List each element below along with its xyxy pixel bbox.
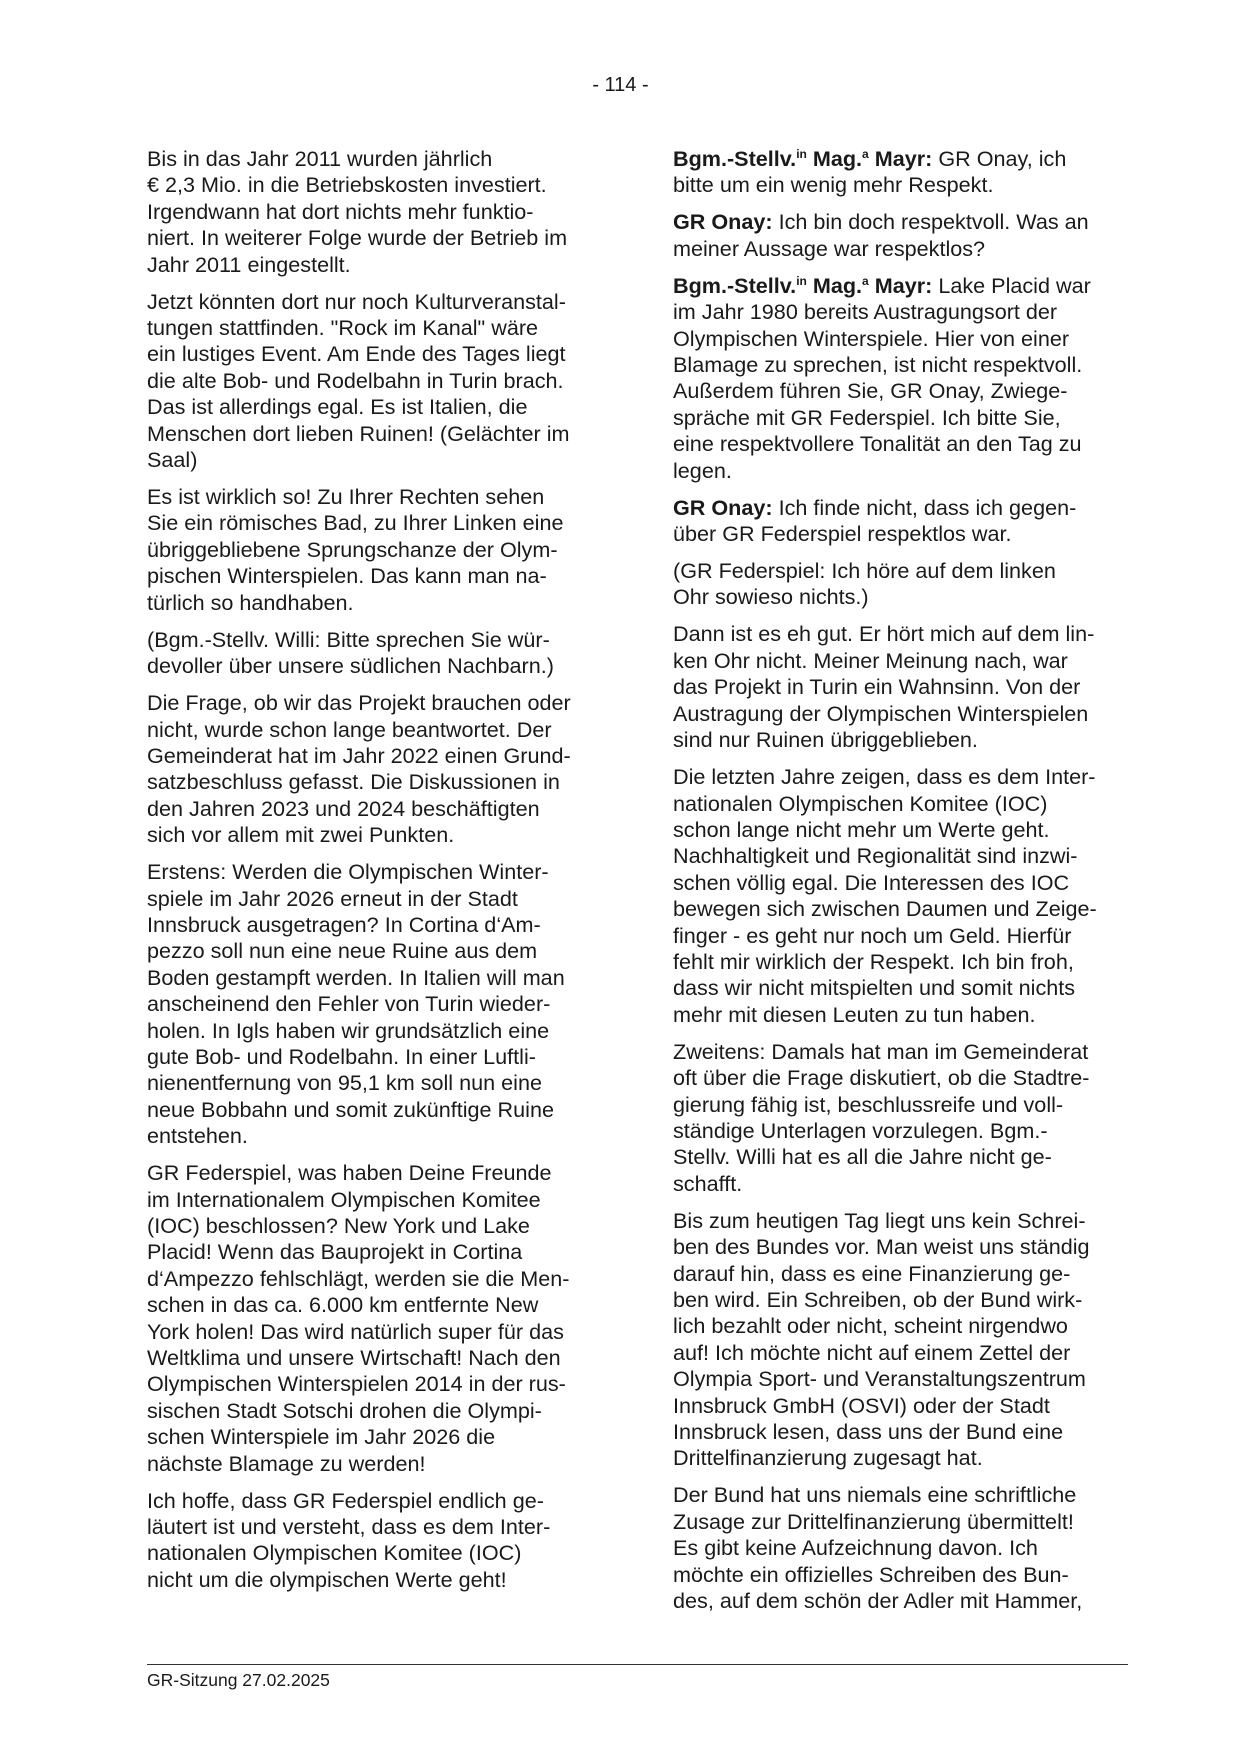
paragraph: Der Bund hat uns niemals eine schriftliche Zusage zur Drittelfinanzierung übermittelt! Es gibt keine Aufzeichnung davon. Ich möchte ein offizielles Schreiben des Bun- des, auf dem schön der Adler mit Hammer, — [673, 1482, 1083, 1614]
speaker-label: GR Onay: — [673, 209, 773, 235]
speaker-title-suffix: in — [796, 147, 807, 161]
paragraph: Bis zum heutigen Tag liegt uns kein Schrei- ben des Bundes vor. Man weist uns ständig darauf hin, dass es eine Finanzierung ge- ben wird. Ein Schreiben, ob der Bund wirk- lich bezahlt oder nicht, scheint nirgendwo auf! Ich möchte nicht auf einem Zettel der Olympia Sport- und Veranstaltungszentrum Innsbruck GmbH (OSVI) oder der Stadt Innsbruck lesen, dass uns der Bund eine Drittelfinanzierung zugesagt hat. — [673, 1207, 1090, 1471]
page-number: - 114 - — [592, 74, 649, 96]
speech-paragraph — [673, 209, 1124, 262]
speech-paragraph — [673, 495, 1124, 548]
speech-text: Ich bin doch respektvoll. Was an meiner Aussage war respektlos? — [673, 209, 1089, 261]
speech-text: GR Onay, ich bitte um ein wenig mehr Respekt. — [673, 146, 1067, 198]
speech-paragraph — [673, 146, 1124, 199]
paragraph: Es ist wirklich so! Zu Ihrer Rechten sehen Sie ein römisches Bad, zu Ihrer Linken eine übriggebliebene Sprungschanze der Olym- pischen Winterspielen. Das kann man na- türlich so handhaben. — [147, 484, 564, 615]
paragraph: Erstens: Werden die Olympischen Winter- spiele im Jahr 2026 erneut in der Stadt Innsbruck ausgetragen? In Cortina d‘Am- pezzo soll nun eine neue Ruine aus dem Boden gestampft werden. In Italien will man anscheinend den Fehler von Turin wieder- holen. In Igls haben wir grundsätzlich eine gute Bob- und Rodelbahn. In einer Luftli- nienentfernung von 95,1 km soll nun eine neue Bobbahn und somit zukünftige Ruine entstehen. — [147, 859, 565, 1149]
left-column — [147, 146, 598, 1604]
speech-text: Ich finde nicht, dass ich gegen- über GR Federspiel respektlos war. — [673, 494, 1077, 547]
speaker-degree: Mag. — [806, 272, 863, 298]
paragraph: Ich hoffe, dass GR Federspiel endlich ge- läutert ist und versteht, dass es dem Inter- nationalen Olympischen Komitee (IOC) nicht um die olympischen Werte geht! — [147, 1487, 551, 1592]
speaker-name: Mayr: — [868, 272, 933, 298]
right-column — [673, 146, 1124, 1625]
speech-paragraph — [673, 273, 1124, 484]
paragraph: Jetzt könnten dort nur noch Kulturveranstal- tungen stattfinden. "Rock im Kanal" wäre ein lustiges Event. Am Ende des Tages liegt die alte Bob- und Rodelbahn in Turin brach. Das ist allerdings egal. Es ist Italien, die Menschen dort lieben Ruinen! (Gelächter im Saal) — [147, 288, 570, 473]
paragraph: GR Federspiel, was haben Deine Freunde im Internationalem Olympischen Komitee (IOC) beschlossen? New York und Lake Placid! Wenn das Bauprojekt in Cortina d‘Ampezzo fehlschlägt, werden sie die Men- schen in das ca. 6.000 km entfernte New York holen! Das wird natürlich super für das Weltklima und unsere Wirtschaft! Nach den Olympischen Winterspielen 2014 in der rus- sischen Stadt Sotschi drohen die Olympi- schen Winterspiele im Jahr 2026 die nächste Blamage zu werden! — [147, 1160, 570, 1476]
paragraph: Bis in das Jahr 2011 wurden jährlich € 2,3 Mio. in die Betriebskosten investiert. Irgendwann hat dort nichts mehr funktio- niert. In weiterer Folge wurde der Betrieb im Jahr 2011 eingestellt. — [147, 146, 568, 277]
paragraph: Zweitens: Damals hat man im Gemeinderat oft über die Frage diskutiert, ob die Stadtre- gierung fähig ist, beschlussreife und voll- ständige Unterlagen vorzulegen. Bgm.- Stellv. Willi hat es all die Jahre nicht ge- schafft. — [673, 1038, 1090, 1196]
speaker-label — [673, 146, 932, 171]
speech-text: Lake Placid war im Jahr 1980 bereits Austragungsort der Olympischen Winterspiele. Hier von einer Blamage zu sprechen, ist nicht respektvoll. Außerdem führen Sie, GR Onay, Zwiege- spräche mit GR Federspiel. Ich bitte Sie, eine respektvollere Tonalität an den Tag zu legen. — [673, 272, 1091, 483]
paragraph: (Bgm.-Stellv. Willi: Bitte sprechen Sie wür- devoller über unsere südlichen Nachbarn.) — [147, 626, 554, 679]
speaker-title-suffix: in — [796, 273, 807, 288]
paragraph: Die Frage, ob wir das Projekt brauchen oder nicht, wurde schon lange beantwortet. Der Gemeinderat hat im Jahr 2022 einen Grund- satzbeschluss gefasst. Die Diskussionen in den Jahren 2023 und 2024 beschäftigten sich vor allem mit zwei Punkten. — [147, 690, 571, 848]
paragraph: (GR Federspiel: Ich höre auf dem linken Ohr sowieso nichts.) — [673, 558, 1056, 610]
paragraph: Dann ist es eh gut. Er hört mich auf dem lin- ken Ohr nicht. Meiner Meinung nach, war das Projekt in Turin ein Wahnsinn. Von der Austragung der Olympischen Winterspielen sind nur Ruinen übriggeblieben. — [673, 621, 1095, 753]
speaker-degree-suffix: a — [862, 147, 869, 161]
speaker-title: Bgm.-Stellv. — [673, 146, 797, 171]
speaker-name: Mayr: — [868, 146, 933, 171]
speaker-label — [673, 273, 932, 298]
footer-text: GR-Sitzung 27.02.2025 — [147, 1670, 330, 1690]
speaker-label: GR Onay: — [673, 494, 773, 520]
speaker-degree-suffix: a — [862, 273, 869, 288]
paragraph: Die letzten Jahre zeigen, dass es dem Inter- nationalen Olympischen Komitee (IOC) schon lange nicht mehr um Werte geht. Nachhaltigkeit und Regionalität sind inzwi- schen völlig egal. Die Interessen des IOC bewegen sich zwischen Daumen und Zeige- finger - es geht nur noch um Geld. Hierfür fehlt mir wirklich der Respekt. Ich bin froh, dass wir nicht mitspielten und somit nichts mehr mit diesen Leuten zu tun haben. — [673, 764, 1097, 1027]
speaker-title: Bgm.-Stellv. — [673, 272, 797, 298]
speaker-degree: Mag. — [806, 146, 863, 171]
footer-divider — [147, 1664, 1128, 1665]
